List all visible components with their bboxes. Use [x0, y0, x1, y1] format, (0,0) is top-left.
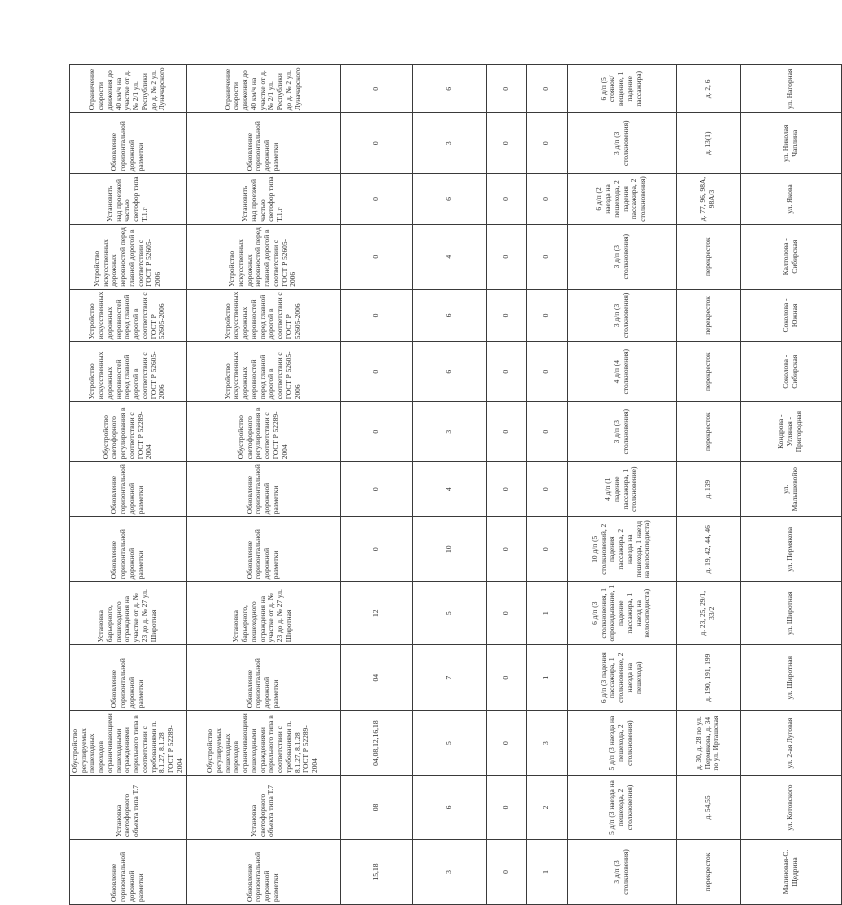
location-cell: д. 23, 25, 29/1, 33/2 [676, 582, 740, 645]
column-4 [526, 65, 567, 905]
value-cell: 1 [526, 582, 567, 645]
value-cell: 0 [526, 289, 567, 342]
location-cell: д. 77, 96, 98А, 98А/3 [676, 174, 740, 224]
street-cell: Калтолова - Сибирская [740, 224, 841, 289]
value-cell: 0 [486, 840, 526, 905]
result-cell: Устройство искусственных дорожных неровностей перед главной дорогой в соответствии с ГОСТ Р 52605-2006 [70, 289, 187, 342]
value-cell: 0 [486, 224, 526, 289]
street-cell: ул. Широтная [740, 582, 841, 645]
result-cell: Установка барьерного, пешеходного ограждения на участке от д. № 23 до д. № 27 ул. Широтная [70, 582, 187, 645]
street-cell: ул. Якова [740, 174, 841, 224]
value-cell: 0 [486, 776, 526, 840]
street-cell: ул. Малышевойю [740, 462, 841, 517]
location-cell: д. 13(1) [676, 113, 740, 174]
street-cell: Кондрова - Угляная - Пригородная [740, 402, 841, 462]
value-cell: 6 [412, 342, 486, 402]
value-cell: 4 [412, 462, 486, 517]
value-cell: 04 [340, 645, 412, 711]
column-location [676, 65, 740, 905]
value-cell: 0 [526, 113, 567, 174]
value-cell: 6 [412, 776, 486, 840]
value-cell: 3 [412, 113, 486, 174]
measure-cell: Обновление горизонтальной дорожной разметки [186, 462, 340, 517]
measure-cell: Установить над проезжей частью светофор типа Т.1.г [186, 174, 340, 224]
value-cell: 6 [412, 174, 486, 224]
value-cell: 3 [412, 840, 486, 905]
measure-cell: Установка светофорного объекта типа Т.7 [186, 776, 340, 840]
value-cell: 0 [486, 113, 526, 174]
street-cell: ул. Котовского [740, 776, 841, 840]
measure-cell: Обустройство регулируемых пешеходных переходов ограничивающими пешеходными ограждениями перильного типа в соответствии с требованиями п. 8.1.27, 8.1.28 ГОСТ Р 52289-2004 [186, 711, 340, 776]
location-cell: перекресток [676, 840, 740, 905]
accident-measures-table [69, 64, 842, 905]
value-cell: 0 [486, 65, 526, 113]
value-cell: 08 [340, 776, 412, 840]
value-cell: 0 [340, 342, 412, 402]
value-cell: 7 [412, 645, 486, 711]
location-cell: д. 139 [676, 462, 740, 517]
location-cell: д. 30, д. 28 по ул. Пермякова, д. 34 по ул. Ирташская [676, 711, 740, 776]
description-cell: 3 д/п (3 столкновения) [567, 113, 676, 174]
value-cell: 04,08,12,16,18 [340, 711, 412, 776]
location-cell: д. 54,55 [676, 776, 740, 840]
result-cell: Обустройство регулируемых пешеходных переходов ограничивающими пешеходными ограждениями перильного типа в соответствии с требованиями п. 8.1.27, 8.1.28 ГОСТ Р 52289-2004 [70, 711, 187, 776]
value-cell: 1 [526, 645, 567, 711]
description-cell: 6 д/п (5 стоянок/вещение, 1 падение пассажира) [567, 65, 676, 113]
street-cell: ул. Нагорная [740, 65, 841, 113]
measure-cell: Устройство искусственных дорожных неровностей перед главной дорогой в соответствии с ГОСТ Р 52605-2006 [186, 289, 340, 342]
measure-cell: Ограничение скорости движения до 40 км/ч на участке от д. № 2/1 ул. Республики до д. № 2 ул. Луначарского [186, 65, 340, 113]
value-cell: 0 [486, 462, 526, 517]
street-cell: ул. Пермякова [740, 517, 841, 582]
description-cell: 6 д/п (2 наезда на пешехода, 2 падения пассажира, 2 столкновения) [567, 174, 676, 224]
value-cell: 5 [412, 711, 486, 776]
value-cell: 0 [340, 224, 412, 289]
street-cell: Малиновая-С. Щедрина [740, 840, 841, 905]
measure-cell: Устройство искусственных дорожных неровностей перед главной дорогой в соответствии с ГОСТ Р 52605-2006 [186, 342, 340, 402]
street-cell: ул. Широтная [740, 645, 841, 711]
value-cell: 2 [526, 776, 567, 840]
description-cell: 6 д/п (3 падения пассажира, 1 столкновение, 2 наезда на пешехода) [567, 645, 676, 711]
result-cell: Обновление горизонтальной дорожной разметки [70, 517, 187, 582]
value-cell: 10 [412, 517, 486, 582]
street-cell: Соколова - Южная [740, 289, 841, 342]
description-cell: 5 д/п (3 наезда на пешехода, 2 столкновения) [567, 711, 676, 776]
value-cell: 12 [340, 582, 412, 645]
value-cell: 0 [526, 174, 567, 224]
value-cell: 0 [486, 174, 526, 224]
description-cell: 4 д/п (1 падение пассажира, 1 столкновение) [567, 462, 676, 517]
value-cell: 6 [412, 65, 486, 113]
location-cell: перекресток [676, 289, 740, 342]
value-cell: 5 [412, 582, 486, 645]
description-cell: 6 д/п (3 столкновения, 1 опрокидывание, 1 падение пассажира, 1 наезд на велосипедиста) [567, 582, 676, 645]
column-measure [186, 65, 340, 905]
measure-cell: Устройство искусственных дорожных неровностей перед главной дорогой в соответствии с ГОСТ Р 52605-2006 [186, 224, 340, 289]
column-6 [412, 65, 486, 905]
value-cell: 0 [486, 517, 526, 582]
description-cell: 3 д/п (3 столкновения) [567, 224, 676, 289]
description-cell: 3 д/п (3 столкновения) [567, 840, 676, 905]
measure-cell: Обновление горизонтальной дорожной разметки [186, 645, 340, 711]
value-cell: 0 [486, 402, 526, 462]
value-cell: 0 [526, 517, 567, 582]
value-cell: 0 [340, 289, 412, 342]
result-cell: Обновление горизонтальной дорожной разметки [70, 840, 187, 905]
result-cell: Обновление горизонтальной дорожной разметки [70, 645, 187, 711]
measure-cell: Установка барьерного, пешеходного ограждения на участке от д. № 23 до д. № 27 ул. Широтная [186, 582, 340, 645]
value-cell: 1 [526, 840, 567, 905]
description-cell: 3 д/п (3 столкновения) [567, 402, 676, 462]
result-cell: Установка светофорного объекта типа Т.7 [70, 776, 187, 840]
column-5 [486, 65, 526, 905]
value-cell: 0 [526, 65, 567, 113]
value-cell: 6 [412, 289, 486, 342]
result-cell: Ограничение скорости движения до 40 км/ч на участке от д. № 2/1 ул. Республики до д. № 2 ул. Луначарского [70, 65, 187, 113]
result-cell: Устройство искусственных дорожных неровностей перед главной дорогой в соответствии с ГОСТ Р 52605-2006 [70, 342, 187, 402]
location-cell: д. 190, 191, 199 [676, 645, 740, 711]
measure-cell: Обустройство светофорного регулирования в соответствии с ГОСТ Р 52289-2004 [186, 402, 340, 462]
street-cell: ул. Николая Чаплина [740, 113, 841, 174]
location-cell: д. 2, 6 [676, 65, 740, 113]
description-cell: 5 д/п (3 наезда на пешехода, 2 столкновения) [567, 776, 676, 840]
result-cell: Обустройство светофорного регулирования в соответствии с ГОСТ Р 52289-2004 [70, 402, 187, 462]
location-cell: перекресток [676, 402, 740, 462]
value-cell: 0 [340, 113, 412, 174]
result-cell: Устройство искусственных дорожных неровностей перед главной дорогой в соответствии с ГОСТ Р 52605-2006 [70, 224, 187, 289]
location-cell: перекресток [676, 224, 740, 289]
value-cell: 0 [486, 645, 526, 711]
measure-cell: Обновление горизонтальной дорожной разметки [186, 517, 340, 582]
value-cell: 0 [526, 462, 567, 517]
description-cell: 10 д/п (5 столкновений, 2 падения пассажира, 2 наезда на пешехода, 1 наезд на велосипедиста) [567, 517, 676, 582]
value-cell: 0 [340, 517, 412, 582]
value-cell: 0 [526, 224, 567, 289]
location-cell: д. 19, 42, 44, 46 [676, 517, 740, 582]
description-cell: 4 д/п (4 столкновения) [567, 342, 676, 402]
street-cell: Соколова - Сибирская [740, 342, 841, 402]
value-cell: 15,18 [340, 840, 412, 905]
value-cell: 0 [486, 289, 526, 342]
column-street [740, 65, 841, 905]
column-description [567, 65, 676, 905]
value-cell: 0 [486, 711, 526, 776]
street-cell: ул. 2-ая Луговая [740, 711, 841, 776]
column-result [70, 65, 187, 905]
value-cell: 0 [340, 402, 412, 462]
value-cell: 3 [412, 402, 486, 462]
value-cell: 0 [526, 402, 567, 462]
measure-cell: Обновление горизонтальной дорожной разметки [186, 840, 340, 905]
location-cell: перекресток [676, 342, 740, 402]
result-cell: Установить над проезжей частью светофор типа Т.1.г [70, 174, 187, 224]
value-cell: 3 [526, 711, 567, 776]
column-7 [340, 65, 412, 905]
value-cell: 0 [486, 342, 526, 402]
measure-cell: Обновление горизонтальной дорожной разметки [186, 113, 340, 174]
value-cell: 0 [526, 342, 567, 402]
value-cell: 4 [412, 224, 486, 289]
value-cell: 0 [340, 65, 412, 113]
result-cell: Обновление горизонтальной дорожной разметки [70, 113, 187, 174]
description-cell: 3 д/п (3 столкновения) [567, 289, 676, 342]
value-cell: 0 [340, 462, 412, 517]
result-cell: Обновление горизонтальной дорожной разметки [70, 462, 187, 517]
value-cell: 0 [340, 174, 412, 224]
value-cell: 0 [486, 582, 526, 645]
